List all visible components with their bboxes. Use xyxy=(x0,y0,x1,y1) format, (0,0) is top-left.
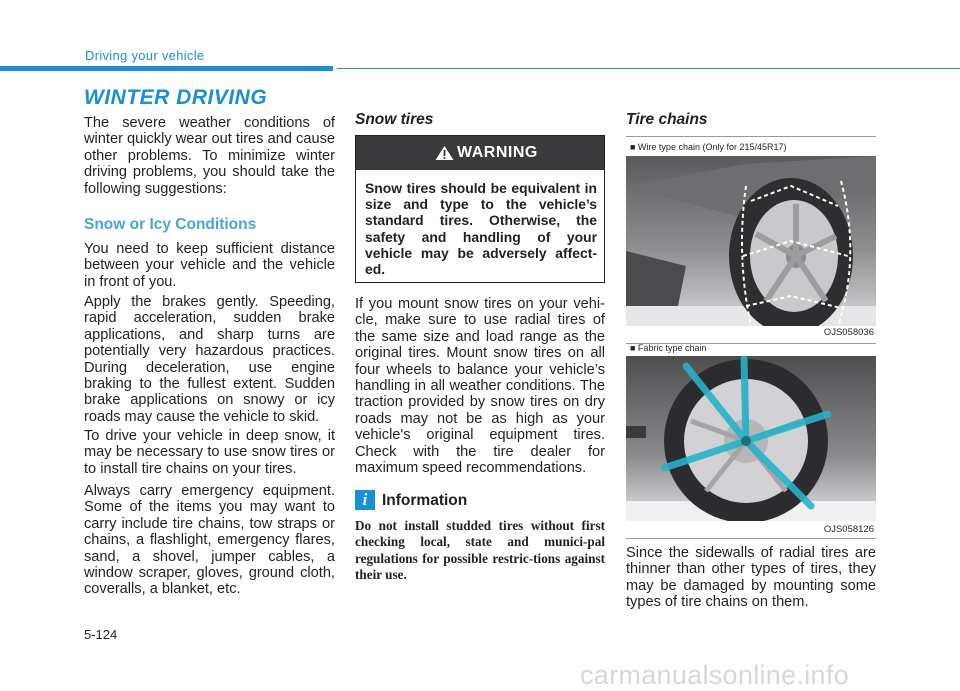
tire-chains-paragraph: Since the sidewalls of radial tires are thinner than other types of tires, they may be damaged by mounting some types of tire chains on them. xyxy=(626,545,876,611)
figure-wire-chain xyxy=(626,136,876,344)
warning-triangle-icon xyxy=(435,145,454,161)
wire-chain-illustration xyxy=(626,156,876,326)
warning-box xyxy=(355,135,605,283)
info-icon: i xyxy=(355,490,375,510)
figure-caption-wire: ■ Wire type chain (Only for 215/45R17) xyxy=(630,142,787,152)
paragraph-deep-snow: To drive your vehicle in deep snow, it may be necessary to use snow tires or to install tire chains on your tires. xyxy=(84,428,335,477)
figure-fabric-chain xyxy=(626,338,876,539)
intro-paragraph: The severe weather conditions of winter quickly wear out tires and cause other problems. To minimize winter driving problems, you should take the following suggestions: xyxy=(84,115,335,197)
figure-caption-fabric: ■ Fabric type chain xyxy=(630,343,707,353)
snow-tires-paragraph: If you mount snow tires on your vehi-cle, make sure to use radial tires of the same size and load range as the original tires. Mount snow tires on all four wheels to balance your vehicle’s handling in all weather conditions. The traction provided by snow tires on dry roads may not be as high as your vehicle's original equipment tires. Check with the tire dealer for maximum speed recommendations. xyxy=(355,296,605,477)
heading-snow-tires: Snow tires xyxy=(355,111,434,128)
figure-code-fabric: OJS058126 xyxy=(823,524,874,535)
watermark: carmanualsonline.info xyxy=(580,660,849,690)
paragraph-emergency: Always carry emergency equipment. Some of the items you may want to carry include tire chains, tow straps or chains, a flashlight, emergency flares, sand, a shovel, jumper cables, a window scraper, gloves, ground cloth, coveralls, a blanket, etc. xyxy=(84,483,335,598)
fabric-chain-illustration xyxy=(626,356,876,521)
section-header: Driving your vehicle xyxy=(85,48,205,63)
paragraph-brakes: Apply the brakes gently. Speeding, rapid acceleration, sudden brake applications, and sharp turns are potentially very hazardous practices. During deceleration, use engine braking to the fullest extent. Sudden brake applications on snowy or icy roads may cause the vehicle to skid. xyxy=(84,294,335,425)
page-number: 5-124 xyxy=(84,627,118,642)
warning-header xyxy=(356,136,604,170)
paragraph-distance: You need to keep sufficient distance between your vehicle and the vehicle in front of you. xyxy=(84,241,335,290)
subheading-snow-icy: Snow or Icy Conditions xyxy=(84,216,257,233)
header-rule-thin xyxy=(337,68,960,69)
info-title: Information xyxy=(382,492,468,509)
heading-tire-chains: Tire chains xyxy=(626,111,708,128)
figure-code-wire: OJS058036 xyxy=(823,327,874,338)
warning-text: Snow tires should be equivalent in size and type to the vehicle’s standard tires. Otherwise, the safety and handling of your vehicle may be adversely affect-ed. xyxy=(365,180,597,278)
info-text: Do not install studded tires without first checking local, state and munici-pal regulations for possible restric-tions against their use. xyxy=(355,518,605,583)
warning-label: WARNING xyxy=(457,144,538,161)
header-rule-thick xyxy=(0,66,333,71)
page-title: WINTER DRIVING xyxy=(84,86,268,109)
